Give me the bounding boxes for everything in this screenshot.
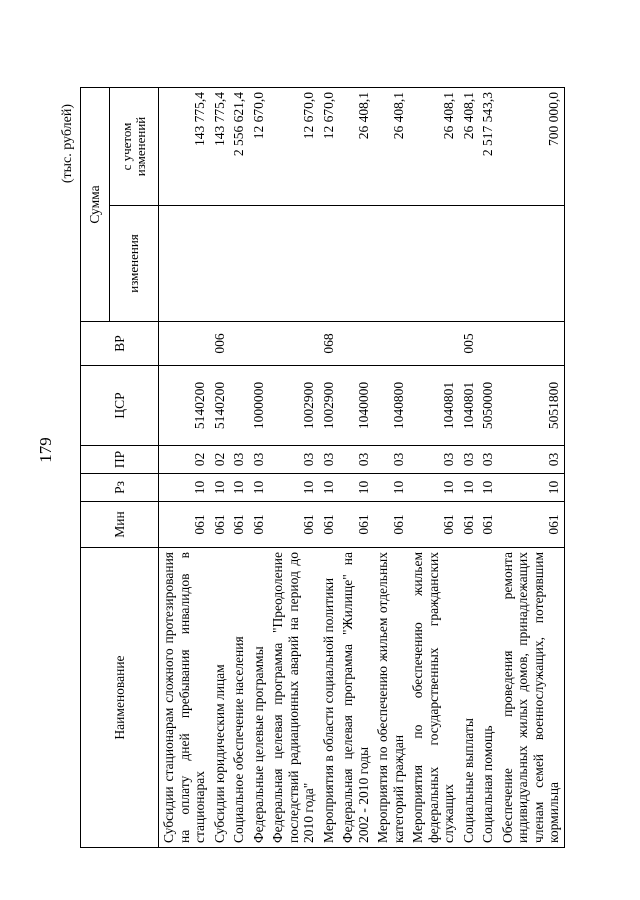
cell-min: 061	[249, 502, 269, 548]
header-csr: ЦСР	[81, 366, 159, 446]
cell-rz: 10	[498, 474, 565, 502]
cell-rz: 10	[459, 474, 479, 502]
cell-vr	[478, 322, 498, 366]
cell-min: 061	[373, 502, 408, 548]
cell-name: Социальное обеспечение населения	[229, 548, 249, 848]
cell-csr: 1040800	[373, 366, 408, 446]
cell-name: Мероприятия по обеспечению жильем отдельных категорий граждан	[373, 548, 408, 848]
cell-changes	[459, 206, 479, 322]
cell-min: 061	[229, 502, 249, 548]
table-row	[408, 87, 459, 847]
cell-pr: 03	[459, 446, 479, 474]
cell-rz: 10	[408, 474, 459, 502]
cell-changes	[478, 206, 498, 322]
cell-vr: 005	[459, 322, 479, 366]
header-rz: Рз	[81, 474, 159, 502]
table-row	[249, 87, 269, 847]
cell-vr: 006	[210, 322, 230, 366]
cell-csr: 1002900	[268, 366, 319, 446]
cell-pr: 03	[338, 446, 373, 474]
cell-rz: 10	[373, 474, 408, 502]
table-row	[373, 87, 408, 847]
table-row	[338, 87, 373, 847]
cell-name: Федеральная целевая программа "Жилище" на 2002 - 2010 годы	[338, 548, 373, 848]
cell-pr: 03	[229, 446, 249, 474]
cell-changes	[229, 206, 249, 322]
cell-name: Обеспечение проведения ремонта индивидуальных жилых домов, принадлежащих членам семей военнослужащих, потерявшим кормильца	[498, 548, 565, 848]
cell-rz: 10	[210, 474, 230, 502]
budget-table	[80, 87, 565, 848]
cell-total: 26 408,1	[338, 87, 373, 205]
header-changes: изменения	[110, 206, 159, 322]
units-label: (тыс. рублей)	[60, 104, 75, 184]
cell-changes	[249, 206, 269, 322]
cell-total: 2 517 543,3	[478, 87, 498, 205]
cell-min: 061	[210, 502, 230, 548]
cell-min: 061	[319, 502, 339, 548]
cell-rz: 10	[159, 474, 210, 502]
cell-min: 061	[268, 502, 319, 548]
cell-changes	[268, 206, 319, 322]
cell-name: Федеральная целевая программа "Преодоление последствий радиационных аварий на период до 2010 года"	[268, 548, 319, 848]
cell-pr: 03	[408, 446, 459, 474]
cell-total: 12 670,0	[249, 87, 269, 205]
cell-name: Субсидии юридическим лицам	[210, 548, 230, 848]
cell-csr: 1002900	[319, 366, 339, 446]
cell-pr: 02	[159, 446, 210, 474]
cell-csr: 1000000	[249, 366, 269, 446]
cell-min: 061	[159, 502, 210, 548]
table-row	[268, 87, 319, 847]
cell-name: Мероприятия в области социальной политики	[319, 548, 339, 848]
table-header	[81, 87, 159, 847]
page-number: 179	[36, 437, 55, 463]
table-body	[159, 87, 565, 847]
cell-rz: 10	[229, 474, 249, 502]
cell-total: 12 670,0	[319, 87, 339, 205]
cell-name: Мероприятия по обеспечению жильем федеральных государственных гражданских служащих	[408, 548, 459, 848]
cell-pr: 03	[498, 446, 565, 474]
cell-vr	[498, 322, 565, 366]
cell-rz: 10	[268, 474, 319, 502]
cell-name: Субсидии стационарам сложного протезирования на оплату дней пребывания инвалидов в стационарах	[159, 548, 210, 848]
table-row	[478, 87, 498, 847]
header-sum: Сумма	[81, 87, 110, 321]
header-min: Мин	[81, 502, 159, 548]
table-row	[210, 87, 230, 847]
cell-min: 061	[498, 502, 565, 548]
cell-csr: 5050000	[478, 366, 498, 446]
cell-total: 2 556 621,4	[229, 87, 249, 205]
cell-rz: 10	[478, 474, 498, 502]
header-name: Наименование	[81, 548, 159, 848]
cell-pr: 03	[268, 446, 319, 474]
header-vr: ВР	[81, 322, 159, 366]
cell-pr: 03	[373, 446, 408, 474]
cell-csr: 5140200	[210, 366, 230, 446]
cell-vr	[268, 322, 319, 366]
cell-total: 12 670,0	[268, 87, 319, 205]
header-with-changes: с учетом изменений	[110, 87, 159, 205]
cell-name: Федеральные целевые программы	[249, 548, 269, 848]
cell-pr: 02	[210, 446, 230, 474]
cell-min: 061	[478, 502, 498, 548]
cell-csr: 1040000	[338, 366, 373, 446]
cell-csr: 1040801	[408, 366, 459, 446]
cell-name: Социальные выплаты	[459, 548, 479, 848]
cell-changes	[408, 206, 459, 322]
cell-rz: 10	[249, 474, 269, 502]
cell-pr: 03	[478, 446, 498, 474]
table-row	[319, 87, 339, 847]
cell-vr	[408, 322, 459, 366]
cell-vr	[229, 322, 249, 366]
cell-vr	[159, 322, 210, 366]
cell-rz: 10	[338, 474, 373, 502]
cell-changes	[338, 206, 373, 322]
cell-min: 061	[459, 502, 479, 548]
cell-changes	[498, 206, 565, 322]
header-pr: ПР	[81, 446, 159, 474]
cell-csr: 5051800	[498, 366, 565, 446]
table-row	[159, 87, 210, 847]
cell-changes	[373, 206, 408, 322]
cell-csr: 5140200	[159, 366, 210, 446]
cell-rz: 10	[319, 474, 339, 502]
cell-csr	[229, 366, 249, 446]
cell-total: 26 408,1	[373, 87, 408, 205]
table-row	[229, 87, 249, 847]
cell-changes	[210, 206, 230, 322]
cell-vr	[373, 322, 408, 366]
cell-min: 061	[338, 502, 373, 548]
cell-changes	[319, 206, 339, 322]
cell-min: 061	[408, 502, 459, 548]
cell-csr: 1040801	[459, 366, 479, 446]
table-row	[459, 87, 479, 847]
cell-vr	[249, 322, 269, 366]
cell-vr	[338, 322, 373, 366]
cell-pr: 03	[319, 446, 339, 474]
cell-vr: 068	[319, 322, 339, 366]
cell-total: 143 775,4	[210, 87, 230, 205]
cell-total: 26 408,1	[408, 87, 459, 205]
cell-changes	[159, 206, 210, 322]
cell-total: 26 408,1	[459, 87, 479, 205]
cell-pr: 03	[249, 446, 269, 474]
cell-total: 143 775,4	[159, 87, 210, 205]
cell-total: 700 000,0	[498, 87, 565, 205]
cell-name: Социальная помощь	[478, 548, 498, 848]
table-row	[498, 87, 565, 847]
